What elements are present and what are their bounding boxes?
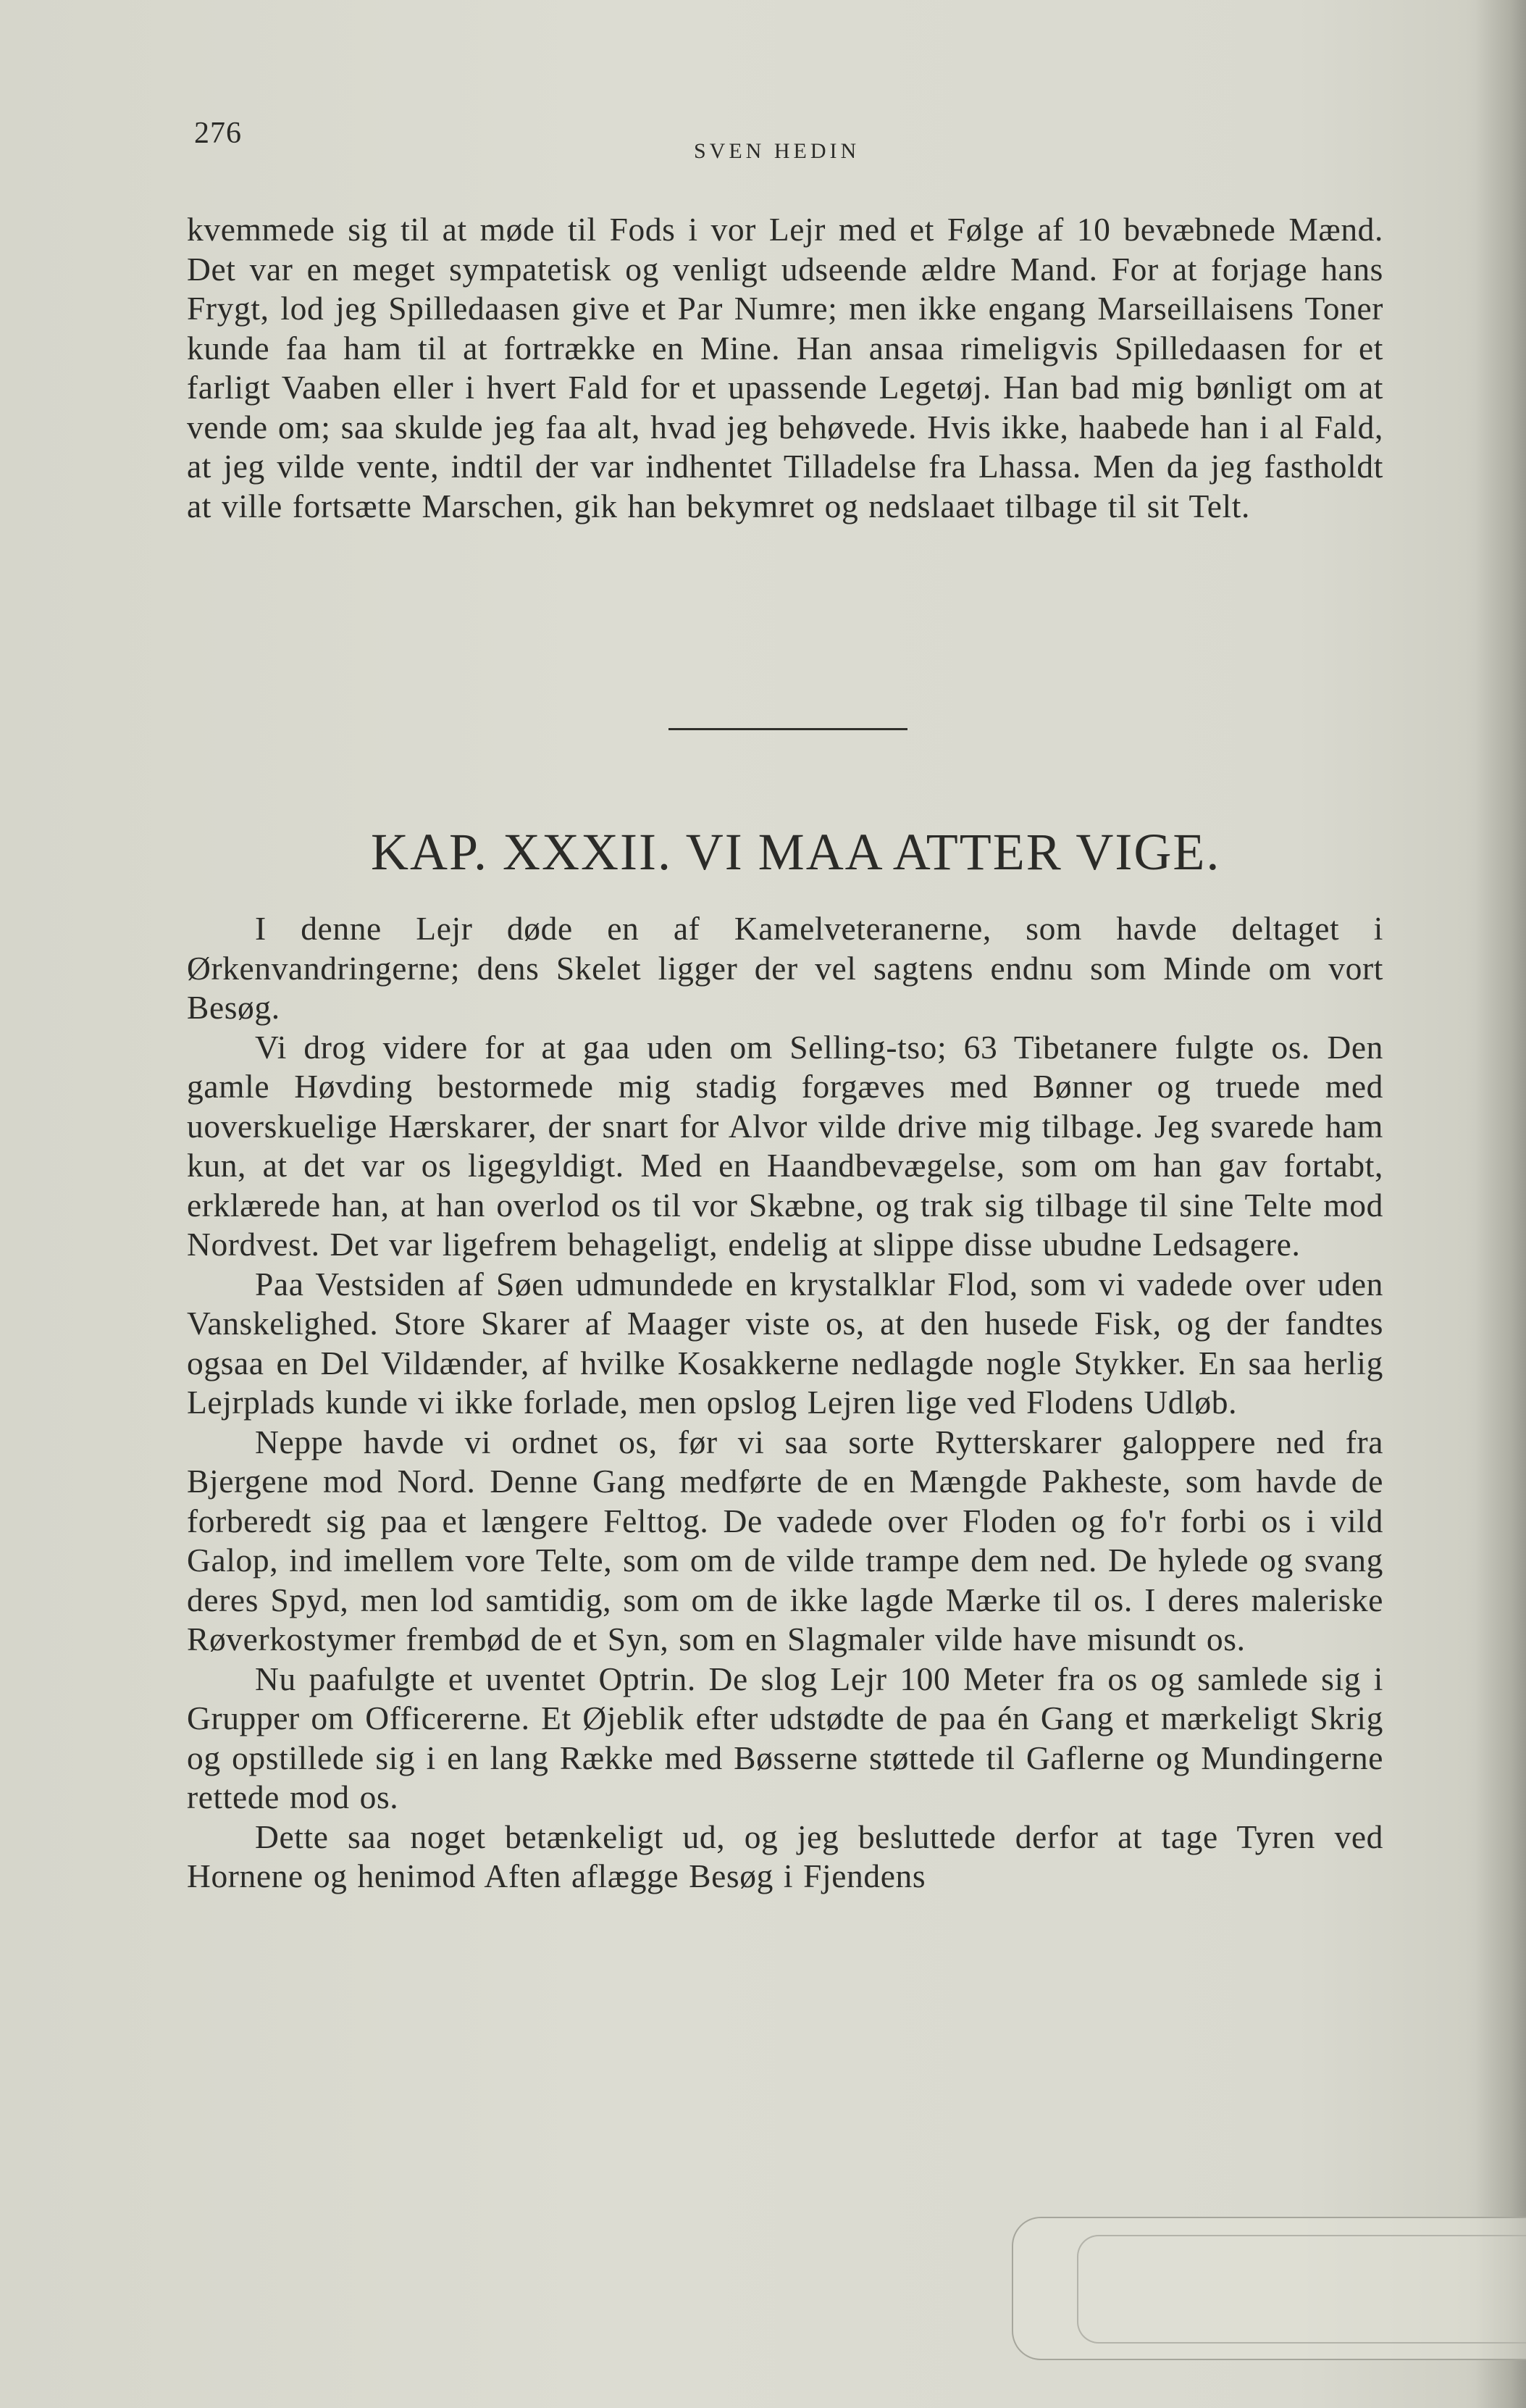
text-block-chapter — [187, 909, 1383, 1897]
paragraph: Vi drog videre for at gaa uden om Selling-tso; 63 Tibetanere fulgte os. Den gamle Høvding bestormede mig stadig forgæves med Bønner og truede med uoverskuelige Hærskarer, der snart for Alvor vilde drive mig tilbage. Jeg svarede ham kun, at det var os ligegyldigt. Med en Haandbevægelse, som om han gav fortabt, erklærede han, at han overlod os til vor Skæbne, og trak sig tilbage til sine Telte mod Nordvest. Det var ligefrem behageligt, endelig at slippe disse ubudne Ledsagere. — [187, 1028, 1383, 1263]
page-edge-shadow — [1475, 0, 1526, 2408]
paragraph: I denne Lejr døde en af Kamelveteranerne, som havde deltaget i Ørkenvandringerne; dens Skelet ligger der vel sagtens endnu som Minde om vort Besøg. — [187, 910, 1383, 1026]
paragraph: Dette saa noget betænkeligt ud, og jeg besluttede derfor at tage Tyren ved Hornene og henimod Aften aflægge Besøg i Fjendens — [187, 1818, 1383, 1894]
paragraph: kvemmede sig til at møde til Fods i vor Lejr med et Følge af 10 bevæbnede Mænd. Det var en meget sympatetisk og venligt udseende ældre Mand. For at forjage hans Frygt, lod jeg Spilledaasen give et Par Numre; men ikke engang Marseillaisens Toner kunde faa ham til at fortrække en Mine. Han ansaa rimeligvis Spilledaasen for et farligt Vaaben eller i hvert Fald for et upassende Legetøj. Han bad mig bønligt om at vende om; saa skulde jeg faa alt, hvad jeg behøvede. Hvis ikke, haabede han i al Fald, at jeg vilde vente, indtil der var indhentet Tilladelse fra Lhassa. Men da jeg fastholdt at ville fortsætte Marschen, gik han bekymret og nedslaaet tilbage til sit Telt. — [187, 211, 1383, 524]
paragraph: Paa Vestsiden af Søen udmundede en krystalklar Flod, som vi vadede over uden Vanskelighed. Store Skarer af Maager viste os, at den husede Fisk, og der fandtes ogsaa en Del Vildænder, af hvilke Kosakkerne nedlagde nogle Stykker. En saa herlig Lejrplads kunde vi ikke forlade, men opslog Lejren lige ved Flodens Udløb. — [187, 1265, 1383, 1421]
page-header — [194, 116, 1382, 167]
chapter-title: KAP. XXXII. VI MAA ATTER VIGE. — [371, 823, 1221, 881]
paragraph: Nu paafulgte et uventet Optrin. De slog Lejr 100 Meter fra os og samlede sig i Grupper om Officererne. Et Øjeblik efter udstødte de paa én Gang et mærkeligt Skrig og opstillede sig i en lang Række med Bøsserne støttede til Gaflerne og Mundingerne rettede mod os. — [187, 1660, 1383, 1815]
text-block-top — [187, 210, 1383, 526]
page-number: 276 — [194, 117, 242, 150]
paragraph: Neppe havde vi ordnet os, før vi saa sorte Rytterskarer galoppere ned fra Bjergene mod Nord. Denne Gang medførte de en Mængde Pakheste, som havde de forberedt sig paa et længere Felttog. De vadede over Floden og fo'r forbi os i vild Galop, ind imellem vore Telte, som om de vilde trampe dem ned. De hylede og svang deres Spyd, men lod samtidig, som om de ikke lagde Mærke til os. I deres maleriske Røverkostymer frembød de et Syn, som en Slagmaler vilde have misundt os. — [187, 1423, 1383, 1657]
page-corner-tab-inner — [1077, 2235, 1526, 2344]
section-divider — [668, 728, 907, 730]
running-head: SVEN HEDIN — [694, 139, 860, 163]
